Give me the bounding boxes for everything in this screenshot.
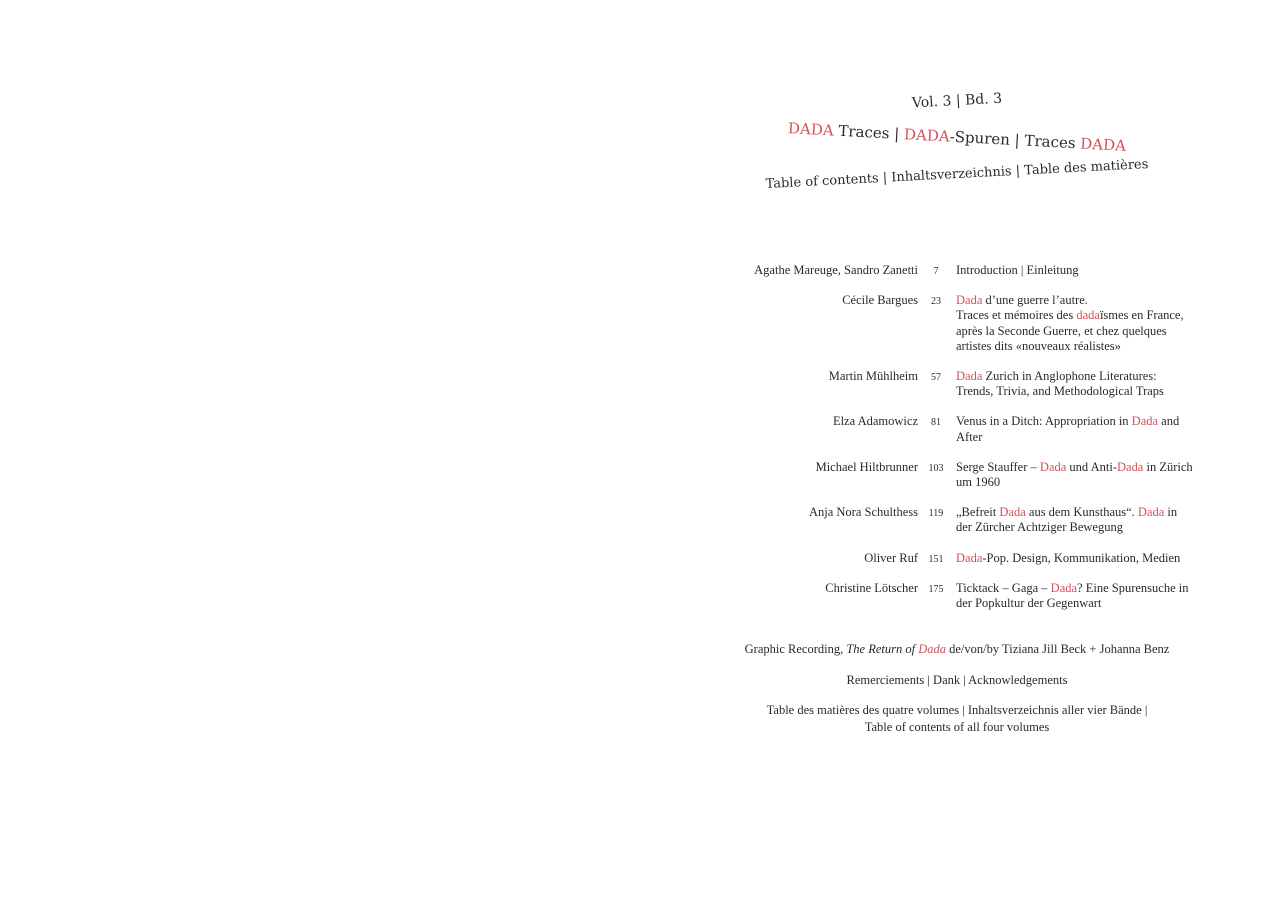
entry-title xyxy=(956,263,1196,278)
toc-entry xyxy=(700,581,1220,611)
gr-suffix: de/von/by Tiziana Jill Beck + Johanna Benz xyxy=(946,642,1170,656)
entry-author: Agathe Mareuge, Sandro Zanetti xyxy=(754,263,918,277)
dada-word: Dada xyxy=(1050,580,1078,595)
dada-word: Dada xyxy=(956,550,983,565)
title-text: Introduction | Einleitung xyxy=(956,263,1079,277)
title-text: ïsmes en France, après la Seconde Guerre, et chez quelques artistes dits «nouveaux réalistes» xyxy=(956,308,1184,353)
gr-prefix: Graphic Recording, xyxy=(744,642,847,656)
toc-entry xyxy=(700,263,1220,278)
entry-title xyxy=(956,369,1196,399)
dada-word: dada xyxy=(1076,308,1100,323)
toc-entry xyxy=(700,293,1220,354)
acknowledgements-line: Remerciements | Dank | Acknowledgements xyxy=(846,673,1068,687)
toc-entry xyxy=(700,414,1220,444)
all-volumes-toc xyxy=(767,702,1148,736)
title-part: Traces | xyxy=(833,121,905,144)
entry-title xyxy=(956,551,1196,566)
title-text: in Zürich um 1960 xyxy=(956,459,1193,490)
title-text: Traces et mémoires des xyxy=(956,308,1077,323)
volume-label: Vol. 3 | Bd. 3 xyxy=(911,90,1003,112)
title-part: DADA xyxy=(903,125,951,146)
entry-title xyxy=(956,581,1196,611)
dada-word: Dada xyxy=(1039,459,1067,474)
dada-word: Dada xyxy=(999,505,1026,520)
entry-author: Martin Mühlheim xyxy=(828,369,918,384)
toc-heading: Table of contents | Inhaltsverzeichnis | Table des matières xyxy=(765,156,1149,193)
title-text: Venus in a Ditch: Appropriation in xyxy=(956,414,1132,429)
title-text: Serge Stauffer – xyxy=(956,459,1040,474)
all-volumes-line1: Table des matières des quatre volumes | Inhaltsverzeichnis aller vier Bände | xyxy=(766,703,1148,717)
entry-page-number: 119 xyxy=(928,508,944,520)
entry-page-number: 81 xyxy=(931,417,941,429)
title-text: in der Zürcher Achtziger Bewegung xyxy=(956,505,1178,535)
title-text: Zurich in Anglophone Literatures: Trends, Trivia, and Methodological Traps xyxy=(956,369,1164,399)
entry-title xyxy=(956,505,1196,535)
title-text: aus dem Kunsthaus“. xyxy=(1025,505,1138,520)
toc-entry xyxy=(700,460,1220,490)
gr-italic: The Return of xyxy=(846,642,919,656)
graphic-recording-line xyxy=(745,641,1170,658)
entry-title xyxy=(956,460,1196,490)
toc-entry xyxy=(700,551,1220,566)
entry-page-number: 151 xyxy=(928,553,944,565)
entry-author: Elza Adamowicz xyxy=(832,414,918,429)
all-volumes-line2: Table of contents of all four volumes xyxy=(864,720,1050,734)
title-part: DADA xyxy=(787,119,835,140)
entry-author: Michael Hiltbrunner xyxy=(815,459,918,474)
dada-word: Dada xyxy=(1131,414,1159,429)
entry-page-number: 175 xyxy=(928,583,944,595)
entry-page-number: 57 xyxy=(931,372,941,384)
entry-page-number: 23 xyxy=(931,296,941,308)
book-title xyxy=(788,119,1127,155)
title-text: „Befreit xyxy=(956,505,1000,520)
dada-word: Dada xyxy=(956,293,983,308)
toc-entry xyxy=(700,505,1220,535)
gr-italic-dada: Dada xyxy=(918,642,947,656)
toc-entry xyxy=(700,369,1220,399)
title-text: und Anti- xyxy=(1066,459,1117,474)
title-part: DADA xyxy=(1079,134,1127,155)
dada-word: Dada xyxy=(1116,459,1144,474)
entry-author: Anja Nora Schulthess xyxy=(808,505,918,520)
entry-author: Christine Lötscher xyxy=(825,580,918,595)
dada-word: Dada xyxy=(956,369,983,384)
title-text: ? Eine Spurensuche in der Popkultur der Gegenwart xyxy=(956,580,1189,611)
entry-author: Oliver Ruf xyxy=(864,550,918,565)
entry-author: Cécile Bargues xyxy=(842,293,918,308)
title-text: and After xyxy=(956,414,1180,444)
dada-word: Dada xyxy=(1137,505,1165,520)
title-text: d’une guerre l’autre. xyxy=(982,293,1088,308)
title-text: Ticktack – Gaga – xyxy=(956,580,1051,595)
title-part: -Spuren | Traces xyxy=(949,127,1081,153)
toc-entries xyxy=(700,263,1220,611)
entry-page-number: 7 xyxy=(933,266,939,277)
entry-title xyxy=(956,293,1196,354)
entry-page-number: 103 xyxy=(928,462,944,474)
title-text: -Pop. Design, Kommunikation, Medien xyxy=(982,550,1181,565)
entry-title xyxy=(956,414,1196,444)
